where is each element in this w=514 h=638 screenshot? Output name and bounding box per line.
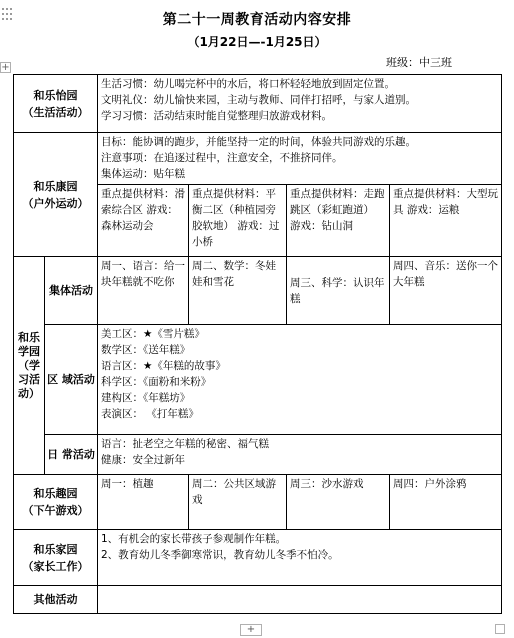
- afternoon-mon[interactable]: 周一：植趣: [98, 475, 189, 530]
- row-life: [14, 75, 502, 133]
- schedule-table: [13, 74, 502, 614]
- afternoon-thu[interactable]: 周四：户外涂鸦: [390, 475, 502, 530]
- row-learning-areas: [14, 325, 502, 435]
- life-content[interactable]: [98, 75, 502, 133]
- afternoon-tue[interactable]: 周二：公共区域游戏: [189, 475, 287, 530]
- group-item-tue[interactable]: 周二、数学：冬娃娃和雪花: [189, 257, 287, 325]
- section-label-life: 和乐怡园 （生活活动）: [14, 75, 98, 133]
- row-outdoor-goals: [14, 133, 502, 185]
- section-label-learning: 和乐学园（学习活动）: [14, 257, 45, 475]
- afternoon-wed[interactable]: 周三：沙水游戏: [287, 475, 390, 530]
- home-content[interactable]: [98, 530, 502, 586]
- daily-content[interactable]: [98, 435, 502, 475]
- section-label-afternoon: 和乐趣园 （下午游戏）: [14, 475, 98, 530]
- outdoor-group-game: 集体运动：贴年糕: [101, 168, 185, 180]
- row-learning-daily: [14, 435, 502, 475]
- table-resize-handle-icon[interactable]: [495, 624, 505, 634]
- outdoor-material-3[interactable]: 重点提供材料：走跑跳区（彩虹跑道） 游戏：钻山洞: [287, 185, 390, 257]
- group-item-wed[interactable]: 周三、科学：认识年糕: [287, 257, 390, 325]
- other-content[interactable]: [98, 586, 502, 614]
- daily-health: 健康：安全过新年: [101, 454, 185, 466]
- date-range: （1月22日—-1月25日）: [187, 35, 327, 49]
- daily-activity-label: 日 常活动: [45, 435, 98, 475]
- home-line-1: 1、有机会的家长带孩子参观制作年糕。: [101, 533, 287, 545]
- section-label-outdoor: 和乐康园 （户外运动）: [14, 133, 98, 257]
- area-perform: 表演区： 《打年糕》: [101, 408, 199, 420]
- outdoor-goal: 目标：能协调的跑步，并能坚持一定的时间，体验共同游戏的乐趣。: [101, 136, 416, 148]
- row-learning-group: [14, 257, 502, 325]
- group-activity-label: 集体活动: [45, 257, 98, 325]
- section-label-other: 其他活动: [14, 586, 98, 614]
- group-item-mon[interactable]: 周一、语言：给一块年糕就不吃你: [98, 257, 189, 325]
- area-activity-label: 区 域活动: [45, 325, 98, 435]
- area-science: 科学区：《面粉和米粉》: [101, 376, 212, 388]
- outdoor-notes: 注意事项：在追逐过程中，注意安全，不推挤同伴。: [101, 152, 343, 164]
- area-build: 建构区：《年糕坊》: [101, 392, 191, 404]
- outdoor-material-4[interactable]: 重点提供材料：大型玩具 游戏：运粮: [390, 185, 502, 257]
- row-home: [14, 530, 502, 586]
- life-study-habit: 学习习惯：活动结束时能自觉整理归放游戏材料。: [101, 110, 332, 122]
- home-line-2: 2、教育幼儿冬季御寒常识，教育幼儿冬季不怕冷。: [101, 549, 339, 561]
- outdoor-material-1[interactable]: 重点提供材料：滑索综合区 游戏：森林运动会: [98, 185, 189, 257]
- class-label: 班级：中三班: [386, 56, 452, 69]
- page-title: 第二十一周教育活动内容安排: [162, 12, 352, 28]
- outdoor-material-2[interactable]: 重点提供材料：平衡二区（种植园旁胶软地） 游戏：过小桥: [189, 185, 287, 257]
- area-language: 语言区：★《年糕的故事》: [101, 360, 226, 372]
- row-other: [14, 586, 502, 614]
- table-move-handle-icon[interactable]: +: [1, 62, 10, 73]
- life-habit: 生活习惯：幼儿喝完杯中的水后，将口杯轻轻地放到固定位置。: [101, 78, 395, 90]
- life-etiquette: 文明礼仪：幼儿愉快来园，主动与教师、同伴打招呼，与家人道别。: [101, 94, 416, 106]
- daily-language: 语言：扯老空之年糕的秘密、福气糕: [101, 438, 269, 450]
- area-math: 数学区：《送年糕》: [101, 344, 191, 356]
- section-label-home: 和乐家园 （家长工作）: [14, 530, 98, 586]
- outdoor-goals[interactable]: [98, 133, 502, 185]
- area-content[interactable]: [98, 325, 502, 435]
- row-afternoon: [14, 475, 502, 530]
- add-row-icon[interactable]: +: [240, 624, 262, 636]
- area-art: 美工区：★《雪片糕》: [101, 328, 205, 340]
- group-item-thu[interactable]: 周四、音乐：送你一个大年糕: [390, 257, 502, 325]
